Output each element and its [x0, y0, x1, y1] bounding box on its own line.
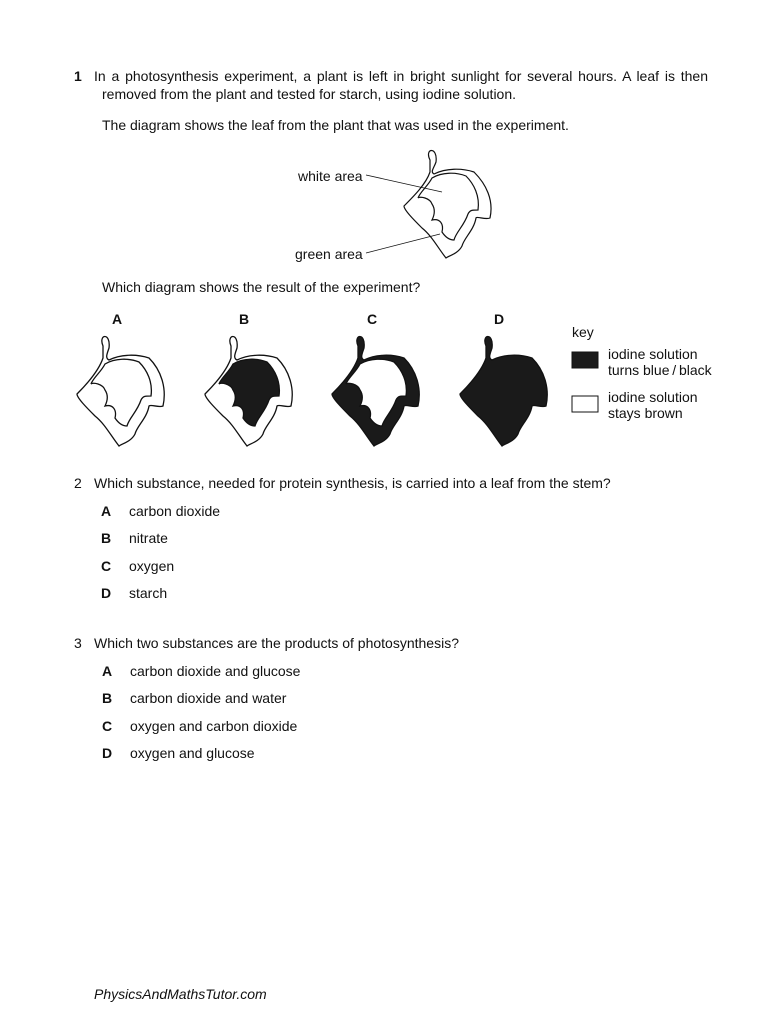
key-dark-line1: iodine solution [608, 346, 698, 362]
q3-option-d-text: oxygen and glucose [130, 745, 255, 761]
q2-option-b-letter: B [101, 530, 112, 546]
q2-option-d-text: starch [129, 585, 168, 601]
q3-option-b-letter: B [102, 690, 113, 706]
leaf-option-d [460, 337, 547, 447]
footer-source: PhysicsAndMathsTutor.com [94, 986, 267, 1002]
q3-option-b-text: carbon dioxide and water [130, 690, 287, 706]
q2-option-c-letter: C [101, 558, 112, 574]
diagram-label-b: B [239, 311, 250, 327]
label-green-area: green area [295, 246, 363, 262]
label-white-area: white area [298, 168, 363, 184]
q3-option-a-text: carbon dioxide and glucose [130, 663, 301, 679]
key-swatch-light [572, 396, 598, 412]
question-1-prompt: Which diagram shows the result of the experiment? [102, 279, 421, 295]
q2-option-b-text: nitrate [129, 530, 168, 546]
question-3-number: 3 [74, 635, 82, 651]
q3-option-a-letter: A [102, 663, 113, 679]
key-title: key [572, 324, 594, 340]
key-dark-line2: turns blue / black [608, 362, 712, 378]
q3-option-c-text: oxygen and carbon dioxide [130, 718, 298, 734]
question-1-number: 1 [74, 68, 82, 84]
q3-option-c-letter: C [102, 718, 113, 734]
leaf-option-b [205, 337, 292, 447]
diagram-label-a: A [112, 311, 123, 327]
key-swatch-dark [572, 352, 598, 368]
q2-option-a-text: carbon dioxide [129, 503, 221, 519]
q3-option-d-letter: D [102, 745, 113, 761]
key-light-line1: iodine solution [608, 389, 698, 405]
key-light-line2: stays brown [608, 405, 683, 421]
q2-option-d-letter: D [101, 585, 112, 601]
leaf-option-a [77, 337, 164, 447]
question-1-line1: In a photosynthesis experiment, a plant is left in bright sunlight for several hours. A leaf is then [94, 68, 708, 84]
question-1-line2: removed from the plant and tested for starch, using iodine solution. [102, 86, 517, 102]
diagram-label-c: C [367, 311, 378, 327]
question-2-number: 2 [74, 475, 82, 491]
q2-option-c-text: oxygen [129, 558, 175, 574]
diagram-label-d: D [494, 311, 505, 327]
question-3-text: Which two substances are the products of photosynthesis? [94, 635, 459, 651]
question-2-text: Which substance, needed for protein synthesis, is carried into a leaf from the stem? [94, 475, 611, 491]
leaf-option-c [332, 337, 419, 447]
question-1-diagram-intro: The diagram shows the leaf from the plant that was used in the experiment. [102, 117, 569, 133]
q2-option-a-letter: A [101, 503, 112, 519]
